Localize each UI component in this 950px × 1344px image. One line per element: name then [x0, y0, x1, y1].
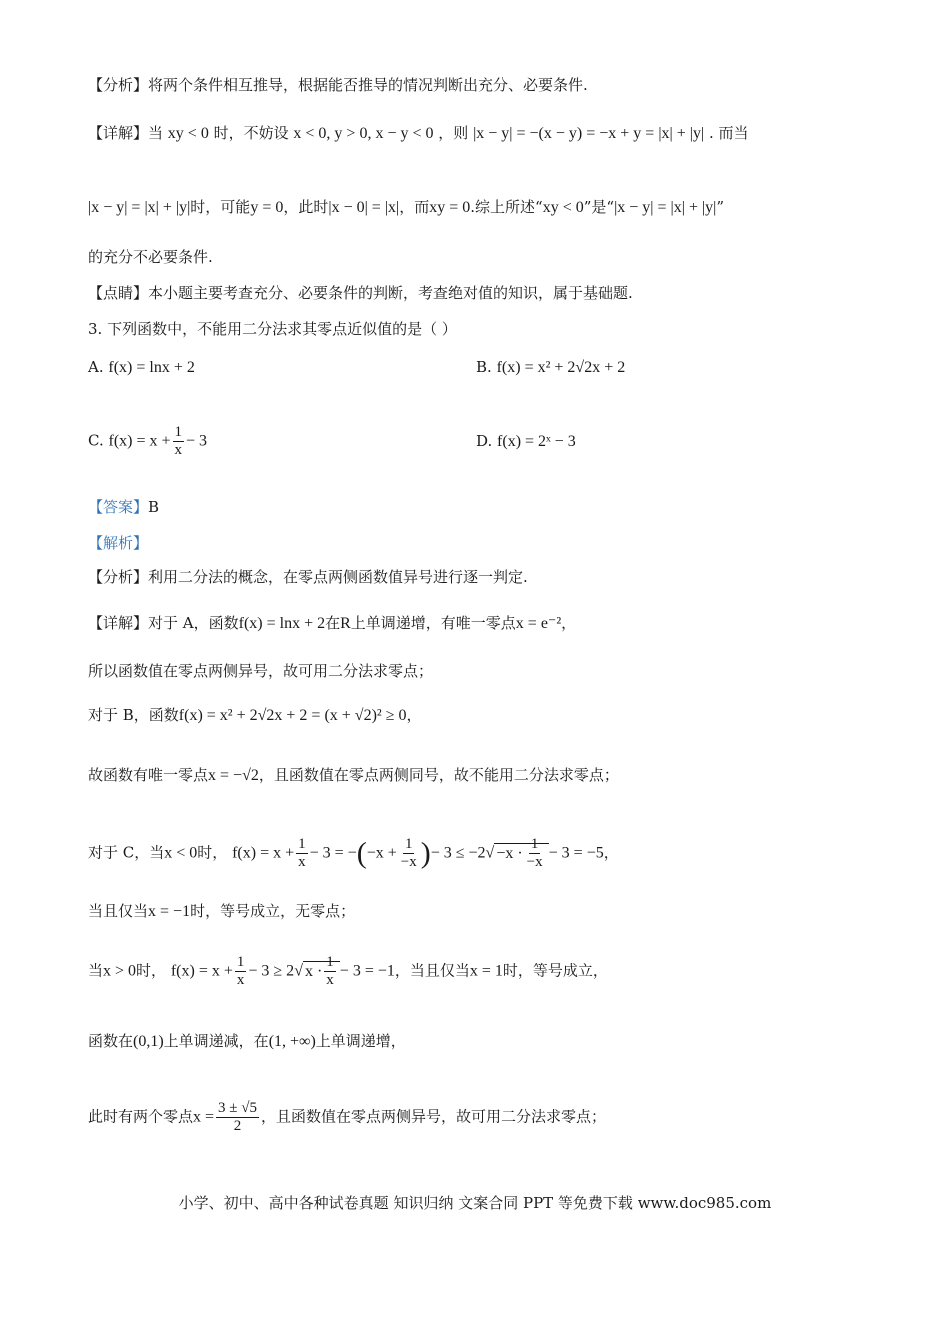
detail-line-1: 【详解】当 xy < 0 时，不妨设 x < 0, y > 0, x − y < 0 ，则 |x − y| = −(x − y) = −x + y = |x| + |y| . 而当	[88, 124, 749, 142]
page-footer: 小学、初中、高中各种试卷真题 知识归纳 文案合同 PPT 等免费下载 www.doc985.com	[178, 1194, 772, 1212]
detail-b: 对于 B，函数f(x) = x² + 2√2x + 2 = (x + √2)² ≥ 0，	[88, 706, 422, 724]
detail-c-2: 当且仅当x = −1时，等号成立，无零点；	[88, 902, 356, 920]
detail-a: 【详解】对于 A，函数f(x) = lnx + 2在R上单调递增，有唯一零点x = e⁻²，	[88, 614, 577, 632]
answer-line: 【答案】B	[88, 498, 160, 516]
detail-c-3: 当x > 0时， f(x) = x + $\frac{1}{x}$ − 3 ≥ 2√ x · $\frac{1}{x}$ − 3 = −1，当且仅当x = 1时，等号成立，	[88, 954, 608, 988]
option-c: C. f(x) = x + $\frac{1}{x}$ − 3	[88, 424, 208, 458]
detail-line-3: 的充分不必要条件.	[88, 248, 213, 266]
analysis-line-2: 【分析】利用二分法的概念，在零点两侧函数值异号进行逐一判定.	[88, 568, 528, 586]
analysis-line: 【分析】将两个条件相互推导，根据能否推导的情况判断出充分、必要条件.	[88, 76, 588, 94]
comment-line: 【点睛】本小题主要考查充分、必要条件的判断，考查绝对值的知识，属于基础题.	[88, 284, 633, 302]
detail-line-2: |x − y| = |x| + |y|时，可能y = 0，此时|x − 0| = |x|，而xy = 0.综上所述“xy < 0”是“|x − y| = |x| + |y|”	[88, 198, 725, 216]
detail-c-5: 此时有两个零点x = $\frac{3 \pm √5}{2}$ ，且函数值在零点两侧异号，故可用二分法求零点；	[88, 1100, 607, 1134]
solution-heading: 【解析】	[88, 534, 149, 552]
detail-c-4: 函数在(0,1)上单调递减，在(1, +∞)上单调递增，	[88, 1032, 406, 1050]
detail-c: 对于 C，当x < 0时， f(x) = x + $\frac{1}{x}$ − 3 = −(−x + $\frac{1}{-x}$ )− 3 ≤ −2√ −x · $\frac{1}{-x}$ − 3 = −5，	[88, 836, 619, 870]
detail-a-2: 所以函数值在零点两侧异号，故可用二分法求零点；	[88, 662, 434, 680]
option-d: D. f(x) = 2ˣ − 3	[476, 432, 576, 450]
option-a: A. f(x) = lnx + 2	[88, 358, 195, 376]
detail-b-2: 故函数有唯一零点x = −√2，且函数值在零点两侧同号，故不能用二分法求零点；	[88, 766, 619, 784]
question-3: 3. 下列函数中，不能用二分法求其零点近似值的是（ ）	[88, 320, 457, 338]
option-b: B. f(x) = x² + 2√2x + 2	[476, 358, 626, 376]
